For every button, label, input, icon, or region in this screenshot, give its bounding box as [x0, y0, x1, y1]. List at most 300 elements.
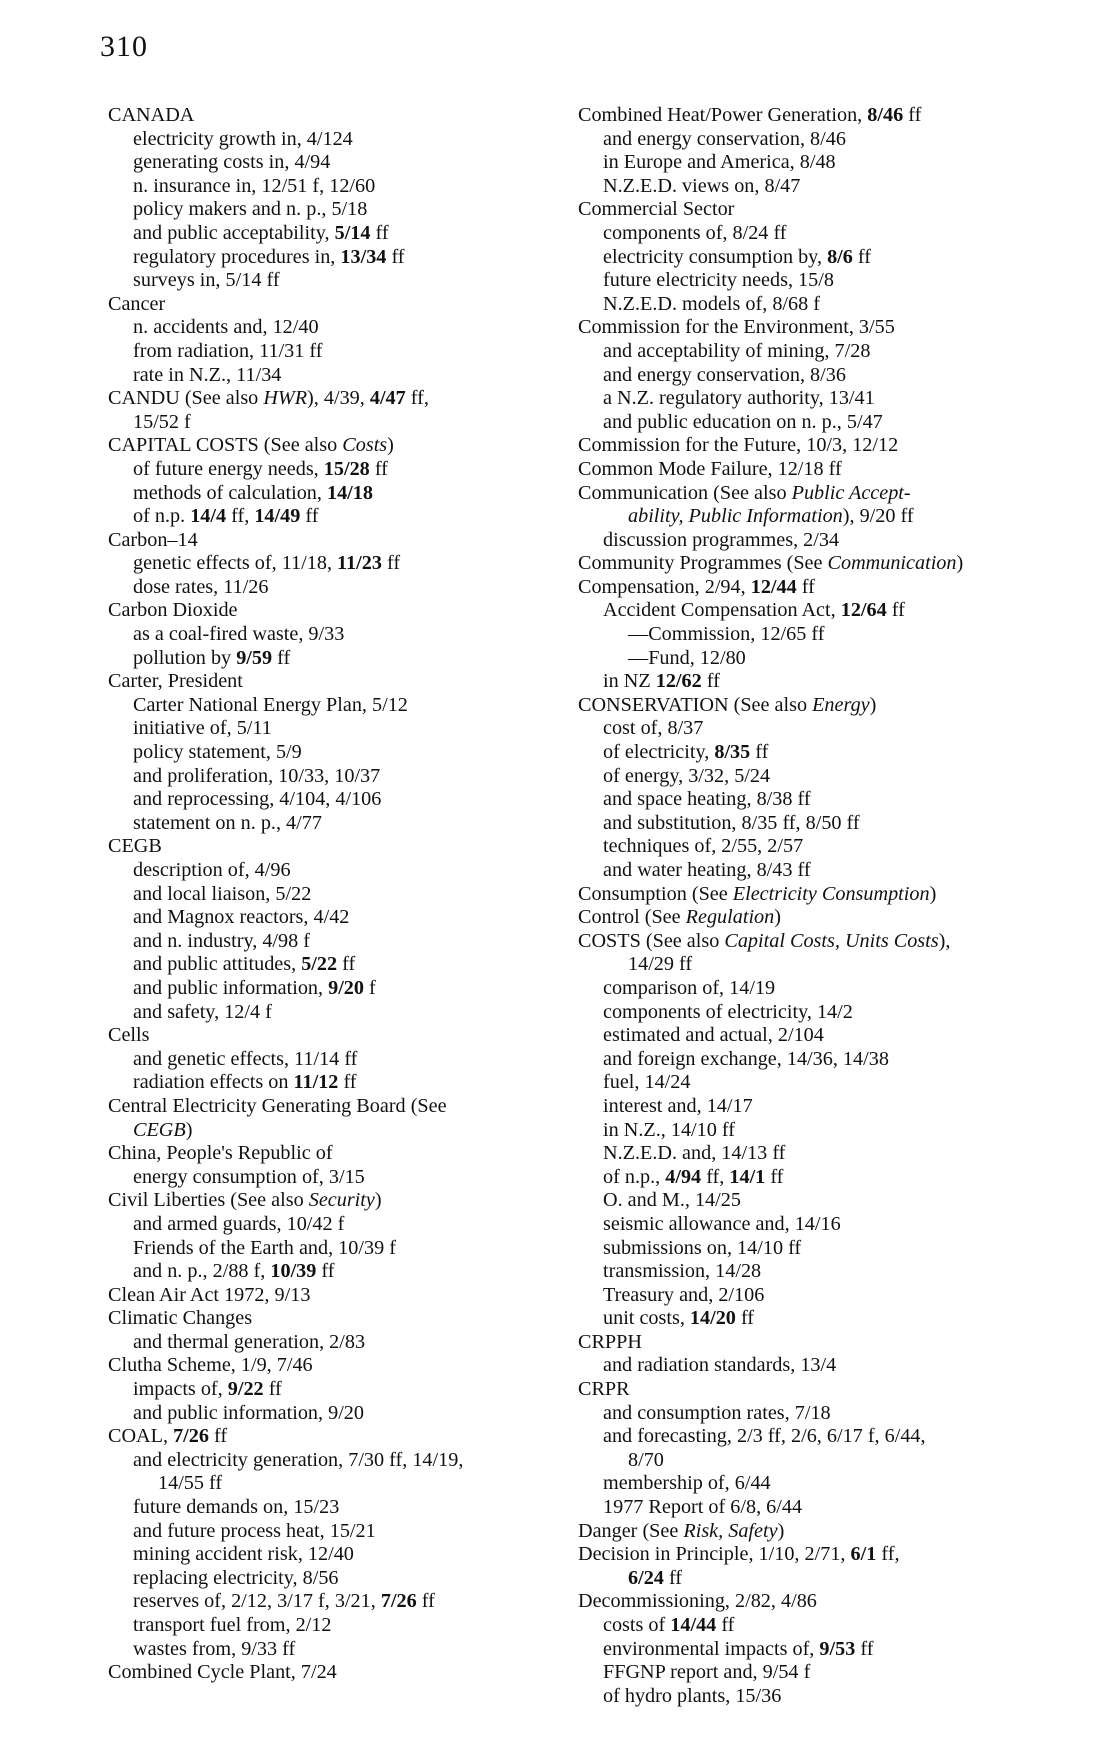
entry-text: and Magnox reactors, 4/42 [133, 906, 350, 929]
entry-text: n. insurance in, 12/51 f, 12/60 [133, 174, 376, 197]
entry-text: description of, 4/96 [133, 859, 291, 881]
entry-text: ff [855, 1637, 874, 1660]
entry-text: ff, [226, 505, 255, 528]
index-subentry [578, 859, 1098, 883]
entry-text: Commercial Sector [578, 198, 735, 221]
index-subentry [108, 1048, 578, 1072]
page-reference-bold: 14/18 [326, 481, 373, 504]
index-subentry [108, 1119, 578, 1143]
entry-text: transport fuel from, 2/12 [133, 1614, 332, 1636]
page-reference-bold: 14/1 [729, 1165, 766, 1188]
entry-text: in N.Z., 14/10 ff [603, 1118, 735, 1141]
entry-text: comparison of, 14/19 [603, 976, 776, 999]
entry-text: Treasury and, 2/106 [603, 1283, 765, 1306]
entry-text: ff [416, 1590, 435, 1613]
index-subentry [108, 741, 578, 765]
index-subentry [578, 340, 1098, 364]
page-reference-bold: 11/12 [293, 1071, 339, 1094]
entry-text: policy statement, 5/9 [133, 741, 302, 764]
entry-text: 14/29 ff [628, 953, 693, 976]
entry-text: of hydro plants, 15/36 [603, 1684, 782, 1707]
entry-text: pollution by [133, 646, 237, 669]
page-reference-bold: 14/20 [689, 1307, 736, 1330]
entry-text: O. and M., 14/25 [603, 1189, 741, 1212]
index-subentry [108, 1402, 578, 1426]
entry-text: —Commission, 12/65 ff [628, 623, 825, 646]
entry-text: and consumption rates, 7/18 [603, 1401, 831, 1424]
index-subentry [578, 1213, 1098, 1237]
entry-text: genetic effects of, 11/18, [133, 552, 338, 575]
entry-text: ff [338, 1071, 357, 1094]
entry-text: Common Mode Failure, 12/18 ff [578, 457, 842, 480]
index-subentry [108, 128, 578, 152]
entry-text: future demands on, 15/23 [133, 1496, 340, 1519]
entry-text: energy consumption of, 3/15 [133, 1165, 365, 1188]
index-subentry [108, 1166, 578, 1190]
index-subentry [108, 717, 578, 741]
index-heading [578, 1520, 1098, 1544]
index-subentry [578, 1001, 1098, 1025]
entry-text: and thermal generation, 2/83 [133, 1330, 366, 1353]
index-subentry [578, 1638, 1098, 1662]
entry-text: ff [765, 1165, 784, 1188]
index-subentry [578, 599, 1098, 623]
entry-text: ff [208, 1425, 228, 1448]
entry-text: Accident Compensation Act, [603, 599, 841, 622]
index-subentry [578, 1260, 1098, 1284]
index-heading [578, 458, 1098, 482]
entry-text: in Europe and America, 8/48 [603, 151, 836, 174]
page-reference-bold: 14/4 [190, 505, 227, 528]
page-reference-bold: 14/49 [254, 505, 301, 528]
entry-text: 8/70 [628, 1448, 664, 1471]
page-reference-bold: 12/44 [750, 575, 797, 598]
entry-text: Climatic Changes [108, 1307, 253, 1330]
index-column-right [578, 104, 1098, 1708]
index-heading [578, 198, 1098, 222]
index-subentry [578, 411, 1098, 435]
index-heading [108, 1661, 578, 1685]
entry-text: Combined Cycle Plant, 7/24 [108, 1661, 337, 1684]
index-subentry [108, 694, 578, 718]
entry-text: and proliferation, 10/33, 10/37 [133, 764, 381, 787]
entry-text: cost of, 8/37 [603, 717, 704, 740]
index-subentry [578, 812, 1098, 836]
entry-text: ff [263, 1378, 282, 1401]
entry-text: ff [716, 1614, 735, 1636]
entry-text: a N.Z. regulatory authority, 13/41 [603, 387, 875, 410]
entry-text: reserves of, 2/12, 3/17 f, 3/21, [133, 1590, 381, 1613]
index-heading [108, 670, 578, 694]
entry-text: of future energy needs, [133, 457, 324, 480]
index-heading [578, 482, 1098, 506]
entry-text: and safety, 12/4 f [133, 1000, 272, 1023]
entry-text: Central Electricity Generating Board (See [108, 1094, 447, 1117]
index-heading [578, 1590, 1098, 1614]
index-subentry [578, 788, 1098, 812]
index-subentry [108, 765, 578, 789]
index-subentry [578, 269, 1098, 293]
entry-text: Clean Air Act 1972, 9/13 [108, 1283, 311, 1306]
index-heading [108, 1307, 578, 1331]
entry-text: China, People's Republic of [108, 1142, 333, 1165]
page-reference-bold: 8/6 [827, 245, 853, 268]
entry-text: Commission for the Environment, 3/55 [578, 316, 895, 339]
index-heading [108, 387, 578, 411]
entry-text: from radiation, 11/31 ff [133, 339, 323, 362]
index-subentry [578, 1048, 1098, 1072]
entry-text: and electricity generation, 7/30 ff, 14/19, [133, 1448, 464, 1471]
cross-reference-italic: Risk, Safety [683, 1519, 778, 1542]
entry-text: Consumption (See [578, 882, 733, 905]
index-heading [108, 1425, 578, 1449]
cross-reference-italic: Electricity Consumption [732, 882, 930, 905]
entry-text: 1977 Report of 6/8, 6/44 [603, 1496, 803, 1519]
index-subentry [108, 1213, 578, 1237]
index-subentry [578, 977, 1098, 1001]
page-reference-bold: 9/53 [819, 1637, 856, 1660]
entry-text: ff [316, 1260, 335, 1283]
cross-reference-italic: CEGB [133, 1118, 186, 1141]
index-subentry [108, 1567, 578, 1591]
entry-text: Clutha Scheme, 1/9, 7/46 [108, 1354, 313, 1377]
cross-reference-italic: Energy [812, 693, 870, 716]
index-subentry [108, 505, 578, 529]
entry-text: Community Programmes (See [578, 552, 828, 575]
index-subentry [578, 623, 1098, 647]
entry-text: submissions on, 14/10 ff [603, 1236, 802, 1259]
entry-text: ff [381, 552, 401, 575]
index-column-left [108, 104, 578, 1685]
index-heading [578, 930, 1098, 954]
cross-reference-italic: Capital Costs, Units Costs [724, 929, 939, 952]
index-subentry [108, 1071, 578, 1095]
entry-text: ), [938, 929, 951, 952]
entry-text: and forecasting, 2/3 ff, 2/6, 6/17 f, 6/44, [603, 1425, 926, 1448]
index-subentry [578, 1071, 1098, 1095]
entry-text: ) [774, 906, 781, 929]
index-subentry [578, 246, 1098, 270]
entry-text: CANDU (See also [108, 387, 264, 410]
entry-text: N.Z.E.D. views on, 8/47 [603, 174, 801, 197]
index-subentry [578, 1472, 1098, 1496]
index-subentry [108, 977, 578, 1001]
entry-text: ), 9/20 ff [842, 505, 914, 528]
index-subentry [578, 151, 1098, 175]
index-subentry [108, 482, 578, 506]
entry-text: regulatory procedures in, [133, 245, 341, 268]
entry-text: COSTS (See also [578, 929, 725, 952]
entry-text: and acceptability of mining, 7/28 [603, 339, 871, 362]
index-heading [578, 316, 1098, 340]
index-subentry [108, 1520, 578, 1544]
entry-text: Compensation, 2/94, [578, 575, 751, 598]
entry-text: CONSERVATION (See also [578, 693, 813, 716]
index-subentry [578, 1142, 1098, 1166]
entry-text: ff [369, 457, 388, 480]
index-subentry [108, 1543, 578, 1567]
entry-text: surveys in, 5/14 ff [133, 269, 280, 292]
entry-text: Decommissioning, 2/82, 4/86 [578, 1590, 817, 1613]
entry-text: environmental impacts of, [603, 1637, 820, 1660]
index-heading [578, 694, 1098, 718]
entry-text: components of, 8/24 ff [603, 221, 787, 244]
index-subentry [108, 883, 578, 907]
entry-text: f [364, 976, 376, 999]
entry-text: Friends of the Earth and, 10/39 f [133, 1236, 396, 1259]
entry-text: ff [701, 670, 720, 693]
entry-text: ) [185, 1118, 193, 1141]
entry-text: Combined Heat/Power Generation, [578, 104, 868, 126]
index-subentry [578, 505, 1098, 529]
index-subentry [578, 647, 1098, 671]
page-reference-bold: 10/39 [270, 1260, 317, 1283]
entry-text: ff [386, 245, 405, 268]
entry-text: ff, [876, 1543, 900, 1566]
entry-text: costs of [603, 1614, 671, 1636]
entry-text: ff [903, 104, 922, 126]
page-reference-bold: 4/47 [369, 387, 406, 410]
entry-text: N.Z.E.D. and, 14/13 ff [603, 1142, 786, 1165]
index-heading [108, 434, 578, 458]
entry-text: future electricity needs, 15/8 [603, 269, 834, 292]
page-reference-bold: 8/46 [867, 104, 904, 126]
page-reference-bold: 7/26 [173, 1425, 209, 1448]
index-subentry [578, 741, 1098, 765]
cross-reference-italic: Public Accept- [791, 481, 911, 504]
index-subentry [578, 1402, 1098, 1426]
entry-text: and public education on n. p., 5/47 [603, 410, 883, 433]
entry-text: ff [337, 953, 356, 976]
index-subentry [578, 1354, 1098, 1378]
index-subentry [578, 1307, 1098, 1331]
index-subentry [578, 765, 1098, 789]
entry-text: ff [886, 599, 905, 622]
index-heading [578, 883, 1098, 907]
entry-text: and public information, [133, 976, 329, 999]
entry-text: membership of, 6/44 [603, 1472, 771, 1495]
index-subentry [108, 906, 578, 930]
entry-text: statement on n. p., 4/77 [133, 811, 322, 834]
index-subentry [108, 1638, 578, 1662]
page-reference-bold: 8/35 [714, 741, 751, 764]
index-subentry [108, 1496, 578, 1520]
entry-text: and local liaison, 5/22 [133, 882, 312, 905]
index-subentry [578, 1425, 1098, 1449]
index-subentry [578, 293, 1098, 317]
index-subentry [578, 953, 1098, 977]
index-heading [108, 104, 578, 128]
entry-text: Carter, President [108, 670, 243, 693]
index-subentry [578, 1449, 1098, 1473]
entry-text: ff [272, 646, 291, 669]
entry-text: dose rates, 11/26 [133, 575, 269, 598]
entry-text: Communication (See also [578, 481, 792, 504]
entry-text: ff [852, 245, 872, 268]
index-subentry [578, 1661, 1098, 1685]
index-subentry [578, 717, 1098, 741]
entry-text: CRPPH [578, 1330, 642, 1353]
index-heading [578, 1543, 1098, 1567]
page-reference-bold: 7/26 [380, 1590, 417, 1613]
index-heading [108, 1354, 578, 1378]
entry-text: ff [663, 1566, 683, 1589]
entry-text: Cancer [108, 292, 166, 315]
entry-text: ff [796, 575, 815, 598]
entry-text: 15/52 f [133, 410, 191, 433]
index-subentry [108, 175, 578, 199]
page-reference-bold: 9/22 [227, 1378, 264, 1401]
entry-text: Cells [108, 1024, 150, 1047]
index-subentry [108, 930, 578, 954]
index-heading [108, 835, 578, 859]
index-subentry [578, 1189, 1098, 1213]
index-heading [578, 576, 1098, 600]
page-reference-bold: 12/62 [655, 670, 702, 693]
entry-text: of n.p., [603, 1165, 666, 1188]
entry-text: ff, [701, 1165, 730, 1188]
entry-text: and future process heat, 15/21 [133, 1519, 376, 1542]
index-subentry [108, 246, 578, 270]
entry-text: electricity growth in, 4/124 [133, 127, 353, 150]
index-subentry [578, 670, 1098, 694]
index-subentry [578, 128, 1098, 152]
page-reference-bold: 6/24 [628, 1566, 664, 1589]
entry-text: N.Z.E.D. models of, 8/68 f [603, 292, 820, 315]
entry-text: and armed guards, 10/42 f [133, 1212, 345, 1235]
page-reference-bold: 9/59 [236, 646, 273, 669]
index-subentry [108, 1449, 578, 1473]
entry-text: as a coal-fired waste, 9/33 [133, 623, 345, 646]
index-subentry [108, 788, 578, 812]
entry-text: discussion programmes, 2/34 [603, 528, 840, 551]
index-subentry [578, 1095, 1098, 1119]
entry-text: and public acceptability, [133, 221, 335, 244]
entry-text: and energy conservation, 8/46 [603, 127, 846, 150]
index-subentry [108, 552, 578, 576]
entry-text: components of electricity, 14/2 [603, 1000, 853, 1023]
entry-text: policy makers and n. p., 5/18 [133, 198, 368, 221]
index-heading [108, 293, 578, 317]
entry-text: CRPR [578, 1378, 630, 1401]
entry-text: CAPITAL COSTS (See also [108, 434, 343, 457]
entry-text: ff [300, 505, 319, 528]
entry-text: Carbon–14 [108, 528, 198, 551]
index-heading [578, 552, 1098, 576]
entry-text: methods of calculation, [133, 481, 327, 504]
index-subentry [108, 1001, 578, 1025]
entry-text: rate in N.Z., 11/34 [133, 363, 282, 386]
entry-text: and public information, 9/20 [133, 1401, 364, 1424]
index-heading [578, 1378, 1098, 1402]
index-subentry [108, 458, 578, 482]
index-subentry [108, 1472, 578, 1496]
index-heading [108, 1284, 578, 1308]
entry-text: of electricity, [603, 741, 715, 764]
page-number: 310 [100, 30, 148, 63]
entry-text: and genetic effects, 11/14 ff [133, 1047, 358, 1070]
page-reference-bold: 13/34 [340, 245, 387, 268]
entry-text: Commission for the Future, 10/3, 12/12 [578, 434, 899, 457]
cross-reference-italic: Security [308, 1189, 375, 1212]
entry-text: CANADA [108, 104, 195, 126]
index-heading [108, 1095, 578, 1119]
index-subentry [108, 859, 578, 883]
page-reference-bold: 14/44 [670, 1614, 717, 1636]
entry-text: transmission, 14/28 [603, 1260, 762, 1283]
entry-text: ) [387, 434, 394, 457]
index-subentry [108, 222, 578, 246]
entry-text: and substitution, 8/35 ff, 8/50 ff [603, 811, 860, 834]
page-reference-bold: 15/28 [323, 457, 370, 480]
index-subentry [108, 269, 578, 293]
entry-text: and reprocessing, 4/104, 4/106 [133, 788, 382, 811]
index-heading [578, 1331, 1098, 1355]
entry-text: wastes from, 9/33 ff [133, 1637, 296, 1660]
entry-text: and energy conservation, 8/36 [603, 363, 846, 386]
entry-text: n. accidents and, 12/40 [133, 316, 319, 339]
entry-text: and n. p., 2/88 f, [133, 1260, 271, 1283]
index-subentry [108, 647, 578, 671]
entry-text: and radiation standards, 13/4 [603, 1354, 837, 1377]
index-subentry [108, 198, 578, 222]
index-subentry [578, 1614, 1098, 1638]
index-subentry [578, 175, 1098, 199]
entry-text: COAL, [108, 1425, 174, 1448]
entry-text: ) [777, 1519, 785, 1542]
page-reference-bold: 5/22 [301, 953, 338, 976]
entry-text: —Fund, 12/80 [628, 646, 746, 669]
index-subentry [108, 812, 578, 836]
index-subentry [578, 835, 1098, 859]
page-reference-bold: 11/23 [337, 552, 382, 575]
entry-text: ff [735, 1307, 755, 1330]
index-subentry [578, 364, 1098, 388]
entry-text: estimated and actual, 2/104 [603, 1024, 824, 1047]
index-subentry [108, 340, 578, 364]
index-subentry [578, 1567, 1098, 1591]
index-heading [108, 1024, 578, 1048]
index-subentry [108, 1378, 578, 1402]
index-heading [108, 1189, 578, 1213]
entry-text: and foreign exchange, 14/36, 14/38 [603, 1047, 889, 1070]
index-subentry [108, 1331, 578, 1355]
index-subentry [578, 1024, 1098, 1048]
page-reference-bold: 4/94 [665, 1165, 702, 1188]
index-subentry [108, 953, 578, 977]
page-reference-bold: 9/20 [328, 976, 364, 999]
entry-text: ) [869, 693, 877, 716]
entry-text: seismic allowance and, 14/16 [603, 1212, 841, 1235]
entry-text: ff, [405, 387, 429, 410]
entry-text: Civil Liberties (See also [108, 1189, 309, 1212]
entry-text: and n. industry, 4/98 f [133, 929, 310, 952]
index-heading [108, 1142, 578, 1166]
entry-text: FFGNP report and, 9/54 f [603, 1661, 811, 1684]
entry-text: ) [956, 552, 964, 575]
entry-text: CEGB [108, 835, 162, 858]
index-heading [578, 906, 1098, 930]
index-heading [108, 529, 578, 553]
index-subentry [578, 1119, 1098, 1143]
entry-text: Control (See [578, 906, 686, 929]
index-subentry [108, 1590, 578, 1614]
entry-text: ), 4/39, [307, 387, 370, 410]
index-subentry [108, 1614, 578, 1638]
entry-text: of energy, 3/32, 5/24 [603, 764, 771, 787]
index-subentry [578, 1284, 1098, 1308]
entry-text: fuel, 14/24 [603, 1071, 691, 1094]
